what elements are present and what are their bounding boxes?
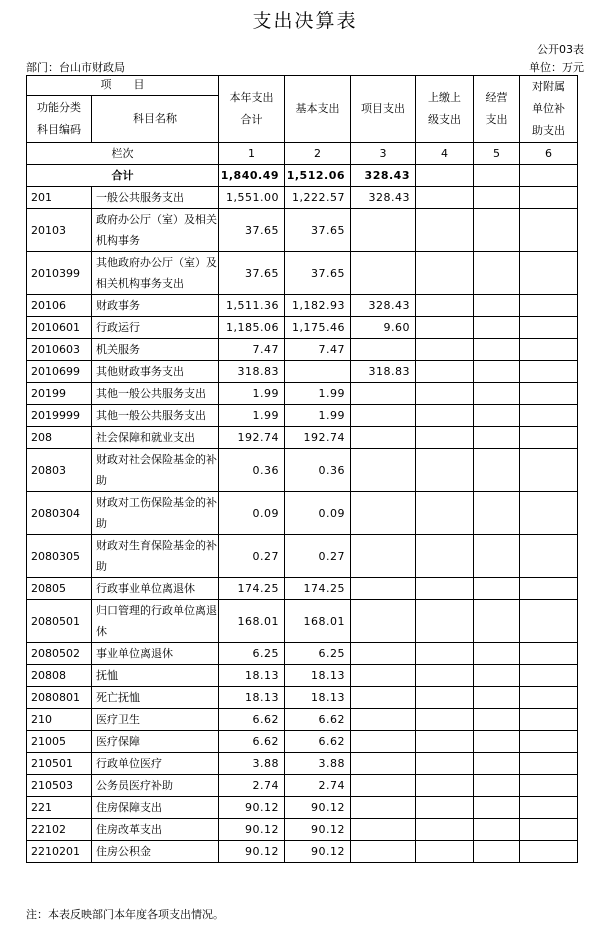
code-cell: 20103 <box>27 209 92 252</box>
upper-cell <box>416 819 474 841</box>
table-row <box>27 383 578 405</box>
code-cell: 20106 <box>27 295 92 317</box>
project-cell <box>351 709 416 731</box>
subsidiary-cell <box>520 339 578 361</box>
upper-cell <box>416 209 474 252</box>
code-cell: 2010399 <box>27 252 92 295</box>
header-subsidiary-line2: 单位补 <box>532 102 565 115</box>
name-cell: 行政单位医疗 <box>92 753 219 775</box>
header-operating <box>474 76 520 143</box>
total-cell: 174.25 <box>219 578 285 600</box>
upper-cell <box>416 665 474 687</box>
upper-cell <box>416 731 474 753</box>
upper-cell <box>416 797 474 819</box>
code-cell: 2010603 <box>27 339 92 361</box>
table-row <box>27 427 578 449</box>
name-cell: 住房公积金 <box>92 841 219 863</box>
basic-cell: 90.12 <box>285 841 351 863</box>
project-cell <box>351 775 416 797</box>
table-body <box>27 187 578 863</box>
upper-cell <box>416 405 474 427</box>
project-cell <box>351 578 416 600</box>
code-cell: 210501 <box>27 753 92 775</box>
code-cell: 2080502 <box>27 643 92 665</box>
project-cell <box>351 819 416 841</box>
subsidiary-cell <box>520 841 578 863</box>
upper-cell <box>416 687 474 709</box>
table-row <box>27 209 578 252</box>
operating-cell <box>474 252 520 295</box>
operating-cell <box>474 819 520 841</box>
name-cell: 财政事务 <box>92 295 219 317</box>
name-cell: 社会保障和就业支出 <box>92 427 219 449</box>
subsidiary-cell <box>520 819 578 841</box>
subsidiary-cell <box>520 317 578 339</box>
subsidiary-cell <box>520 643 578 665</box>
project-cell: 328.43 <box>351 187 416 209</box>
header-subsidiary <box>520 76 578 143</box>
table-row <box>27 643 578 665</box>
basic-cell: 0.27 <box>285 535 351 578</box>
project-cell: 318.83 <box>351 361 416 383</box>
project-cell <box>351 687 416 709</box>
table-row <box>27 449 578 492</box>
total-cell: 7.47 <box>219 339 285 361</box>
upper-cell <box>416 427 474 449</box>
total-row <box>27 165 578 187</box>
basic-cell: 18.13 <box>285 687 351 709</box>
upper-cell <box>416 600 474 643</box>
operating-cell <box>474 492 520 535</box>
name-cell: 财政对工伤保险基金的补助 <box>92 492 219 535</box>
subsidiary-cell <box>520 295 578 317</box>
total-cell: 1.99 <box>219 405 285 427</box>
basic-cell: 6.62 <box>285 709 351 731</box>
table-row <box>27 709 578 731</box>
total-amount: 1,840.49 <box>219 165 285 187</box>
header-item-group: 项 目 <box>27 76 219 96</box>
code-cell: 20808 <box>27 665 92 687</box>
code-cell: 2080304 <box>27 492 92 535</box>
upper-cell <box>416 841 474 863</box>
basic-cell: 3.88 <box>285 753 351 775</box>
table-row <box>27 187 578 209</box>
name-cell: 归口管理的行政单位离退休 <box>92 600 219 643</box>
basic-cell: 18.13 <box>285 665 351 687</box>
code-cell: 20805 <box>27 578 92 600</box>
operating-cell <box>474 209 520 252</box>
table-row <box>27 295 578 317</box>
name-cell: 住房保障支出 <box>92 797 219 819</box>
subsidiary-cell <box>520 709 578 731</box>
basic-cell: 7.47 <box>285 339 351 361</box>
header-row-1 <box>27 76 578 96</box>
operating-cell <box>474 427 520 449</box>
name-cell: 其他一般公共服务支出 <box>92 405 219 427</box>
upper-cell <box>416 361 474 383</box>
header-subsidiary-line3: 助支出 <box>532 124 565 137</box>
basic-cell: 0.36 <box>285 449 351 492</box>
column-number-2: 2 <box>285 143 351 165</box>
table-row <box>27 361 578 383</box>
basic-cell: 6.62 <box>285 731 351 753</box>
upper-cell <box>416 252 474 295</box>
table-row <box>27 753 578 775</box>
page-title: 支出决算表 <box>252 10 358 32</box>
name-cell: 机关服务 <box>92 339 219 361</box>
upper-cell <box>416 492 474 535</box>
total-cell: 192.74 <box>219 427 285 449</box>
operating-cell <box>474 317 520 339</box>
subsidiary-cell <box>520 578 578 600</box>
column-number-5: 5 <box>474 143 520 165</box>
basic-cell: 90.12 <box>285 797 351 819</box>
total-basic: 1,512.06 <box>285 165 351 187</box>
operating-cell <box>474 295 520 317</box>
basic-cell: 1,182.93 <box>285 295 351 317</box>
code-cell: 21005 <box>27 731 92 753</box>
name-cell: 其他一般公共服务支出 <box>92 383 219 405</box>
table-row <box>27 841 578 863</box>
project-cell <box>351 665 416 687</box>
operating-cell <box>474 405 520 427</box>
code-cell: 20199 <box>27 383 92 405</box>
upper-cell <box>416 578 474 600</box>
operating-cell <box>474 775 520 797</box>
column-number-4: 4 <box>416 143 474 165</box>
expenditure-table <box>26 75 578 863</box>
project-cell <box>351 492 416 535</box>
total-project: 328.43 <box>351 165 416 187</box>
basic-cell: 2.74 <box>285 775 351 797</box>
code-cell: 2080305 <box>27 535 92 578</box>
total-cell: 318.83 <box>219 361 285 383</box>
total-cell: 0.09 <box>219 492 285 535</box>
unit-label: 单位：万元 <box>529 61 584 74</box>
table-row <box>27 797 578 819</box>
total-cell: 1,551.00 <box>219 187 285 209</box>
name-cell: 医疗保障 <box>92 731 219 753</box>
header-operating-line1: 经营 <box>485 91 508 104</box>
total-cell: 18.13 <box>219 665 285 687</box>
project-cell <box>351 383 416 405</box>
subsidiary-cell <box>520 665 578 687</box>
subsidiary-cell <box>520 449 578 492</box>
operating-cell <box>474 797 520 819</box>
project-cell <box>351 600 416 643</box>
header-total-line2: 合计 <box>240 113 263 126</box>
header-subject-name: 科目名称 <box>92 95 219 142</box>
total-cell: 90.12 <box>219 841 285 863</box>
operating-cell <box>474 535 520 578</box>
basic-cell: 1.99 <box>285 383 351 405</box>
code-cell: 2210201 <box>27 841 92 863</box>
total-cell: 90.12 <box>219 819 285 841</box>
form-id: 公开03表 <box>537 43 584 56</box>
upper-cell <box>416 753 474 775</box>
code-cell: 20803 <box>27 449 92 492</box>
subsidiary-cell <box>520 361 578 383</box>
total-cell: 2.74 <box>219 775 285 797</box>
subsidiary-cell <box>520 797 578 819</box>
total-cell: 6.62 <box>219 731 285 753</box>
project-cell <box>351 797 416 819</box>
total-cell: 6.25 <box>219 643 285 665</box>
header-func-code <box>27 95 92 142</box>
column-number-3: 3 <box>351 143 416 165</box>
operating-cell <box>474 339 520 361</box>
column-number-6: 6 <box>520 143 578 165</box>
project-cell <box>351 209 416 252</box>
subsidiary-cell <box>520 187 578 209</box>
operating-cell <box>474 753 520 775</box>
header-total-line1: 本年支出 <box>229 91 274 104</box>
subsidiary-cell <box>520 427 578 449</box>
code-cell: 210 <box>27 709 92 731</box>
operating-cell <box>474 578 520 600</box>
basic-cell: 1,222.57 <box>285 187 351 209</box>
total-cell: 37.65 <box>219 209 285 252</box>
code-cell: 210503 <box>27 775 92 797</box>
basic-cell: 192.74 <box>285 427 351 449</box>
header-upper-line2: 级支出 <box>428 113 461 126</box>
header-subsidiary-line1: 对附属 <box>532 80 565 93</box>
subsidiary-cell <box>520 252 578 295</box>
name-cell: 行政事业单位离退休 <box>92 578 219 600</box>
total-cell: 18.13 <box>219 687 285 709</box>
project-cell: 328.43 <box>351 295 416 317</box>
table-row <box>27 578 578 600</box>
subsidiary-cell <box>520 209 578 252</box>
header-operating-line2: 支出 <box>485 113 508 126</box>
upper-cell <box>416 317 474 339</box>
header-upper-line1: 上缴上 <box>428 91 461 104</box>
project-cell <box>351 731 416 753</box>
total-label: 合计 <box>27 165 219 187</box>
code-cell: 201 <box>27 187 92 209</box>
project-cell <box>351 339 416 361</box>
name-cell: 行政运行 <box>92 317 219 339</box>
total-cell: 3.88 <box>219 753 285 775</box>
project-cell <box>351 535 416 578</box>
header-project: 项目支出 <box>351 76 416 143</box>
total-upper <box>416 165 474 187</box>
project-cell <box>351 427 416 449</box>
total-subsidiary <box>520 165 578 187</box>
basic-cell: 168.01 <box>285 600 351 643</box>
header-func-code-line1: 功能分类 <box>37 100 81 114</box>
table-row <box>27 687 578 709</box>
name-cell: 财政对生育保险基金的补助 <box>92 535 219 578</box>
total-operating <box>474 165 520 187</box>
column-number-row <box>27 143 578 165</box>
project-cell <box>351 753 416 775</box>
total-cell: 0.36 <box>219 449 285 492</box>
upper-cell <box>416 383 474 405</box>
project-cell: 9.60 <box>351 317 416 339</box>
name-cell: 政府办公厅（室）及相关机构事务 <box>92 209 219 252</box>
total-cell: 37.65 <box>219 252 285 295</box>
code-cell: 2019999 <box>27 405 92 427</box>
name-cell: 其他财政事务支出 <box>92 361 219 383</box>
table-row <box>27 317 578 339</box>
code-cell: 2010601 <box>27 317 92 339</box>
total-cell: 90.12 <box>219 797 285 819</box>
operating-cell <box>474 361 520 383</box>
name-cell: 住房改革支出 <box>92 819 219 841</box>
upper-cell <box>416 187 474 209</box>
project-cell <box>351 841 416 863</box>
upper-cell <box>416 775 474 797</box>
basic-cell: 1,175.46 <box>285 317 351 339</box>
table-row <box>27 339 578 361</box>
header-basic: 基本支出 <box>285 76 351 143</box>
code-cell: 208 <box>27 427 92 449</box>
operating-cell <box>474 643 520 665</box>
name-cell: 事业单位离退休 <box>92 643 219 665</box>
project-cell <box>351 405 416 427</box>
subsidiary-cell <box>520 687 578 709</box>
header-func-code-line2: 科目编码 <box>37 122 81 136</box>
footnote: 注：本表反映部门本年度各项支出情况。 <box>26 908 224 921</box>
upper-cell <box>416 709 474 731</box>
table-row <box>27 252 578 295</box>
project-cell <box>351 643 416 665</box>
table-row <box>27 405 578 427</box>
basic-cell <box>285 361 351 383</box>
header-upper <box>416 76 474 143</box>
total-cell: 0.27 <box>219 535 285 578</box>
table-row <box>27 775 578 797</box>
operating-cell <box>474 709 520 731</box>
operating-cell <box>474 687 520 709</box>
operating-cell <box>474 665 520 687</box>
column-number-label: 栏次 <box>27 143 219 165</box>
total-cell: 6.62 <box>219 709 285 731</box>
name-cell: 其他政府办公厅（室）及相关机构事务支出 <box>92 252 219 295</box>
operating-cell <box>474 187 520 209</box>
subsidiary-cell <box>520 405 578 427</box>
code-cell: 2080501 <box>27 600 92 643</box>
subsidiary-cell <box>520 535 578 578</box>
upper-cell <box>416 449 474 492</box>
code-cell: 2080801 <box>27 687 92 709</box>
table-row <box>27 535 578 578</box>
header-total <box>219 76 285 143</box>
operating-cell <box>474 383 520 405</box>
subsidiary-cell <box>520 383 578 405</box>
name-cell: 抚恤 <box>92 665 219 687</box>
upper-cell <box>416 339 474 361</box>
operating-cell <box>474 731 520 753</box>
basic-cell: 174.25 <box>285 578 351 600</box>
basic-cell: 37.65 <box>285 209 351 252</box>
project-cell <box>351 449 416 492</box>
code-cell: 22102 <box>27 819 92 841</box>
upper-cell <box>416 643 474 665</box>
basic-cell: 1.99 <box>285 405 351 427</box>
table-row <box>27 492 578 535</box>
column-number-1: 1 <box>219 143 285 165</box>
operating-cell <box>474 449 520 492</box>
table-row <box>27 665 578 687</box>
basic-cell: 37.65 <box>285 252 351 295</box>
operating-cell <box>474 600 520 643</box>
table-row <box>27 600 578 643</box>
subsidiary-cell <box>520 753 578 775</box>
subsidiary-cell <box>520 775 578 797</box>
project-cell <box>351 252 416 295</box>
name-cell: 财政对社会保险基金的补助 <box>92 449 219 492</box>
table-row <box>27 819 578 841</box>
subsidiary-cell <box>520 600 578 643</box>
name-cell: 公务员医疗补助 <box>92 775 219 797</box>
total-cell: 1,511.36 <box>219 295 285 317</box>
basic-cell: 0.09 <box>285 492 351 535</box>
basic-cell: 6.25 <box>285 643 351 665</box>
operating-cell <box>474 841 520 863</box>
code-cell: 221 <box>27 797 92 819</box>
upper-cell <box>416 535 474 578</box>
code-cell: 2010699 <box>27 361 92 383</box>
subsidiary-cell <box>520 492 578 535</box>
name-cell: 一般公共服务支出 <box>92 187 219 209</box>
name-cell: 医疗卫生 <box>92 709 219 731</box>
subsidiary-cell <box>520 731 578 753</box>
total-cell: 1,185.06 <box>219 317 285 339</box>
basic-cell: 90.12 <box>285 819 351 841</box>
total-cell: 1.99 <box>219 383 285 405</box>
upper-cell <box>416 295 474 317</box>
total-cell: 168.01 <box>219 600 285 643</box>
department-label: 部门：台山市财政局 <box>26 61 125 74</box>
name-cell: 死亡抚恤 <box>92 687 219 709</box>
table-row <box>27 731 578 753</box>
